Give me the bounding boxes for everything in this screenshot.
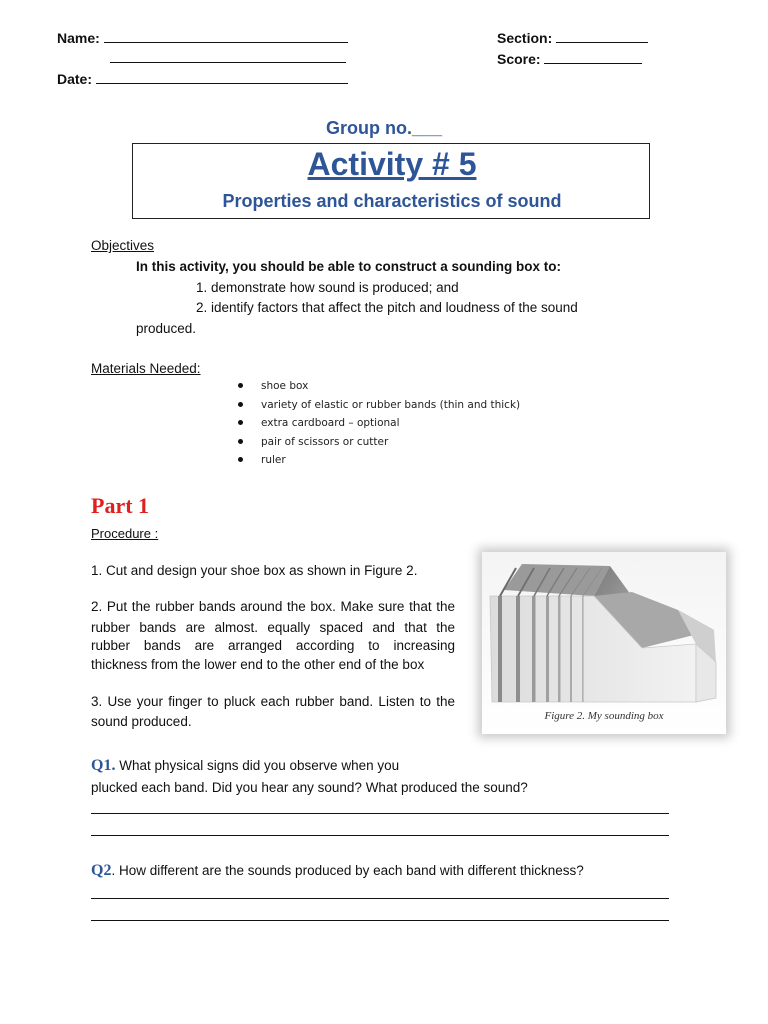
part-title: Part 1 xyxy=(91,493,150,518)
group-number-label: Group no.___ xyxy=(325,118,442,138)
date-field xyxy=(57,71,348,87)
name-label: Name: xyxy=(57,30,100,46)
material-item-label: extra cardboard – optional xyxy=(261,417,400,429)
question-2 xyxy=(91,862,584,880)
objectives-heading: Objectives xyxy=(91,238,155,253)
sounding-box-image xyxy=(482,552,726,734)
material-item-label: shoe box xyxy=(261,380,309,392)
bullet-icon xyxy=(238,402,243,407)
section-label: Section: xyxy=(497,30,553,46)
bullet-icon xyxy=(238,383,243,388)
score-label: Score: xyxy=(497,51,541,67)
question-2-label: Q2 xyxy=(91,862,112,879)
objective-1: 1. demonstrate how sound is produced; and xyxy=(196,280,459,295)
procedure-step-2-line: rubber bands are almost. equally spaced and that the xyxy=(91,620,455,635)
objective-2-continued: produced. xyxy=(136,321,197,336)
procedure-step-1: 1. Cut and design your shoe box as shown in Figure 2. xyxy=(91,563,418,578)
figure-sounding-box xyxy=(482,552,726,734)
material-item-label: ruler xyxy=(261,454,286,466)
material-item xyxy=(238,454,286,466)
question-1-text-line2: plucked each band. Did you hear any sound? What produced the sound? xyxy=(91,780,528,795)
answer-line[interactable] xyxy=(91,835,669,836)
bullet-icon xyxy=(238,457,243,462)
material-item xyxy=(238,399,520,411)
section-blank[interactable] xyxy=(556,42,648,43)
date-label: Date: xyxy=(57,71,93,87)
section-field xyxy=(497,30,648,46)
activity-subtitle: Properties and characteristics of sound xyxy=(222,191,562,211)
name-field-second-line[interactable] xyxy=(110,50,346,66)
date-blank[interactable] xyxy=(96,83,348,84)
question-1-label: Q1. xyxy=(91,757,116,774)
answer-line[interactable] xyxy=(91,813,669,814)
name-field xyxy=(57,30,348,46)
score-blank[interactable] xyxy=(544,63,642,64)
bullet-icon xyxy=(238,420,243,425)
answer-line[interactable] xyxy=(91,898,669,899)
procedure-step-2-line: thickness from the lower end to the other end of the box xyxy=(91,657,425,672)
bullet-icon xyxy=(238,439,243,444)
objective-2: 2. identify factors that affect the pitch and loudness of the sound xyxy=(196,300,578,315)
procedure-step-3-line: sound produced. xyxy=(91,714,192,729)
score-field xyxy=(497,51,642,67)
question-2-text: . How different are the sounds produced by each band with different thickness? xyxy=(111,863,584,878)
procedure-step-3-line: 3. Use your finger to pluck each rubber band. Listen to the xyxy=(91,694,455,709)
procedure-heading: Procedure : xyxy=(91,526,159,541)
material-item-label: variety of elastic or rubber bands (thin and thick) xyxy=(261,399,521,411)
materials-heading: Materials Needed: xyxy=(91,361,201,376)
material-item xyxy=(238,436,388,448)
answer-line[interactable] xyxy=(91,920,669,921)
material-item xyxy=(238,380,308,392)
procedure-step-2-line: 2. Put the rubber bands around the box. Make sure that the xyxy=(91,599,455,614)
question-1 xyxy=(91,757,455,775)
material-item-label: pair of scissors or cutter xyxy=(261,436,389,448)
material-item xyxy=(238,417,400,429)
activity-title-box xyxy=(132,143,650,219)
objectives-intro: In this activity, you should be able to construct a sounding box to: xyxy=(136,259,562,274)
activity-title: Activity # 5 xyxy=(307,146,477,182)
procedure-step-2-line: rubber bands are arranged according to increasing xyxy=(91,638,455,653)
name-blank[interactable] xyxy=(104,42,348,43)
question-1-text-line1: What physical signs did you observe when you xyxy=(115,758,400,773)
name-blank-2[interactable] xyxy=(110,62,346,63)
figure-caption: Figure 2. My sounding box xyxy=(544,710,664,722)
